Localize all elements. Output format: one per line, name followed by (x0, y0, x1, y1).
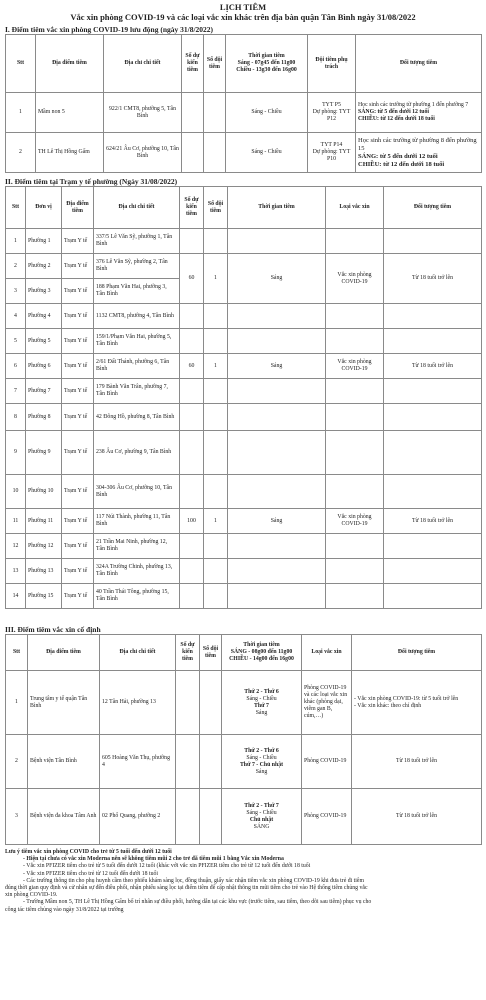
header-address: Địa chỉ chi tiết (104, 35, 182, 93)
header-target: Đối tượng tiêm (356, 35, 482, 93)
table-row: 7 Phường 7 Trạm Y tế 179 Bành Văn Trân, phường 7, Tân Bình (6, 379, 482, 404)
table-row: 10 Phường 10 Trạm Y tế 304-306 Âu Cơ, phường 10, Tân Bình (6, 475, 482, 509)
table-row: 2 Phường 2 Trạm Y tế 376 Lê Văn Sỹ, phường 2, Tân Bình 60 1 Sáng Vắc xin phòng COVID-19 Từ 18 tuổi trở lên (6, 254, 482, 279)
table-row: 1 Trung tâm y tế quận Tân Bình 12 Tân Hải, phường 13 Thứ 2 - Thứ 6 Sáng - Chiều Thứ 7 Sáng Phòng COVID-19 và các loại vắc xin khác (phòng dại, viêm gan B, cúm,…) - Vắc xin phòng COVID-19: từ 5 tuổi trở lên - Vắc xin khác: theo chỉ định (6, 671, 482, 735)
table-row: 2 TH Lê Thị Hồng Gấm 624/21 Âu Cơ, phường 10, Tân Bình Sáng - Chiều TYT P14 Dự phòng: TYT P10 Học sinh các trường từ phường 8 đến phường 15 SÁNG: từ 5 đến dưới 12 tuổi CHIỀU: từ 12 đến dưới 18 tuổi (6, 133, 482, 173)
header-team: Đội tiêm phụ trách (308, 35, 356, 93)
table-row: 1 Mầm non 5 922/1 CMT8, phường 5, Tân Bình Sáng - Chiều TYT P5 Dự phòng: TYT P12 Học sinh các trường từ phường 1 đến phường 7 SÁNG: từ 5 đến dưới 12 tuổi CHIỀU: từ 12 đến dưới 18 tuổi (6, 93, 482, 133)
table-row: 2 Bệnh viện Tân Bình 605 Hoàng Văn Thụ, phường 4 Thứ 2 - Thứ 6 Sáng - Chiều Thứ 7 - Chủ nhật Sáng Phòng COVID-19 Từ 18 tuổi trở lên (6, 735, 482, 789)
header-teams: Số đội tiêm (204, 35, 226, 93)
section1-table (5, 34, 482, 173)
header-stt: Stt (6, 35, 36, 93)
table-row: 1 Phường 1 Trạm Y tế 337/5 Lê Văn Sỹ, phường 1, Tân Bình (6, 229, 482, 254)
section3-title: III. Điểm tiêm vắc xin cố định (5, 625, 101, 634)
header-place: Địa điểm tiêm (36, 35, 104, 93)
header-time: Thời gian tiêm Sáng - 07g45 đến 11g00 Chiều - 13g30 đến 16g00 (226, 35, 308, 93)
section2-title: II. Điểm tiêm tại Trạm y tế phường (Ngày 31/08/2022) (5, 177, 178, 186)
table-row: 11 Phường 11 Trạm Y tế 117 Núi Thành, phường 11, Tân Bình 100 1 Sáng Vắc xin phòng COVID-19 Từ 18 tuổi trở lên (6, 509, 482, 534)
doc-subtitle: Vắc xin phòng COVID-19 và các loại vắc xin khác trên địa bàn quận Tân Bình ngày 31/08/2022 (70, 12, 416, 22)
notes: Lưu ý tiêm vắc xin phòng COVID cho trẻ từ 5 tuổi đến dưới 12 tuổi - Hiện tại chưa có vắc xin Moderna nên sẽ không tiêm mũi 2 cho trẻ đã tiêm mũi 1 bằng Vắc xin Moderna - Vắc xin PFIZER tiêm cho trẻ từ 5 tuổi đến dưới 12 tuổi (khác với vắc xin PFIZER tiêm cho trẻ từ 12 tuổi đến dưới 18 tuổi - Vắc xin PFIZER tiêm cho trẻ từ 12 tuổi đến dưới 18 tuổi - Các trường thông tin cho phụ huynh cầm theo phiếu khám sàng lọc, đồng thuận, giấy xác nhận tiêm vắc xin phòng COVID-19 khi đưa trẻ đi tiêm đúng thời gian quy định và cử nhân sự đến điều phối, nhận phiếu sàng lọc tại điểm tiêm để cập nhật thông tin mũi tiêm cho trẻ vào Hệ thống tiêm chủng vắc xin phòng COVID-19. - Trường Mầm non 5, TH Lê Thị Hồng Gấm bố trí nhân sự điều phối, hướng dẫn tại các khu vực (trước tiêm, sau tiêm, theo dõi sau tiêm) phục vụ cho công tác tiêm chủng vào ngày 31/8/2022 tại trường (5, 849, 372, 913)
table-row: 3 Bệnh viện đa khoa Tâm Anh 02 Phổ Quang, phường 2 Thứ 2 - Thứ 7 Sáng - Chiều Chủ nhật SÁNG Phòng COVID-19 Từ 18 tuổi trở lên (6, 789, 482, 845)
table-row: 6 Phường 6 Trạm Y tế 2/61 Đất Thánh, phường 6, Tân Bình 60 1 Sáng Vắc xin phòng COVID-19 Từ 18 tuổi trở lên (6, 354, 482, 379)
table-row: 5 Phường 5 Trạm Y tế 159/1/Phạm Văn Hai, phường 5, Tân Bình (6, 329, 482, 354)
section1-title: I. Điểm tiêm vắc xin phòng COVID-19 lưu động (ngày 31/8/2022) (5, 25, 214, 34)
table-row: 8 Phường 8 Trạm Y tế 42 Đông Hồ, phường 8, Tân Bình (6, 404, 482, 431)
doc-title: LỊCH TIÊM (219, 2, 267, 12)
table-row: 9 Phường 9 Trạm Y tế 238 Âu Cơ, phường 9, Tân Bình (6, 431, 482, 475)
header-qty: Số dự kiến tiêm (182, 35, 204, 93)
table-row: 13 Phường 13 Trạm Y tế 324A Trường Chinh, phường 13, Tân Bình (6, 559, 482, 584)
table-row: 4 Phường 4 Trạm Y tế 1132 CMT8, phường 4, Tân Bình (6, 304, 482, 329)
table-row: 14 Phường 15 Trạm Y tế 40 Trần Thái Tông, phường 15, Tân Bình (6, 584, 482, 609)
section2-table: Stt Đơn vị Địa điểm tiêm Địa chỉ chi tiết Số dự kiến tiêm Số đội tiêm Thời gian tiêm Loại vắc xin Đối tượng tiêm 1 Phường 1 Trạm Y tế 337/5 Lê Văn Sỹ, phường 1, Tân Bình 2 Phường 2 Trạm Y tế 376 Lê Văn Sỹ, phường 2, Tân Bình 60 1 Sáng Vắc xin phòng COVID-19 Từ 18 tuổi trở lên 3 Phường 3 Trạm Y tế 188 Phạm Văn Hai, phường 3, Tân Bình 4 Phường 4 Trạm Y tế 1132 CMT8, phường 4, Tân Bình 5 Phường 5 Trạm Y tế 159/1/Phạm Văn Hai, phường 5, Tân Bình 6 Phường 6 Trạm Y tế 2/61 Đất Thánh, phường 6, Tân Bình 60 1 Sáng Vắc xin phòng COVID-19 Từ 18 tuổi trở lên 7 Phường 7 Trạm Y tế 179 Bành Văn Trân, phường 7, Tân Bình 8 Phường 8 Trạm Y tế 42 Đông Hồ, phường 8, Tân Bình 9 Phường 9 Trạm Y tế 238 Âu Cơ, phường 9, Tân Bình 10 Phường 10 Trạm Y tế 304-306 Âu Cơ, phường 10, Tân Bình 11 Phường 11 Trạm Y tế 117 Núi Thành, phường 11, Tân Bình 100 1 Sáng Vắc xin phòng COVID-19 Từ 18 tuổi trở lên 12 Phường 12 Trạm Y tế 21 Trần Mai Ninh, phường 12, Tân Bình 13 Phường 13 Trạm Y tế 324A Trường Chinh, phường 13, Tân Bình 14 Phường 15 Trạm Y tế 40 Trần Thái Tông, phường 15, Tân Bình (5, 186, 482, 609)
table-row: 3 Phường 3 Trạm Y tế 188 Phạm Văn Hai, phường 3, Tân Bình (6, 279, 482, 304)
table-row: 12 Phường 12 Trạm Y tế 21 Trần Mai Ninh, phường 12, Tân Bình (6, 534, 482, 559)
section3-table: Stt Địa điểm tiêm Địa chỉ chi tiết Số dự kiến tiêm Số đội tiêm Thời gian tiêm SÁNG - 08g00 đến 11g00 CHIỀU - 14g00 đến 16g00 Loại vắc xin Đối tượng tiêm 1 Trung tâm y tế quận Tân Bình 12 Tân Hải, phường 13 Thứ 2 - Thứ 6 Sáng - Chiều Thứ 7 Sáng Phòng COVID-19 và các loại vắc xin khác (phòng dại, viêm gan B, cúm,…) - Vắc xin phòng COVID-19: từ 5 tuổi trở lên - Vắc xin khác: theo chỉ định 2 Bệnh viện Tân Bình 605 Hoàng Văn Thụ, phường 4 Thứ 2 - Thứ 6 Sáng - Chiều Thứ 7 - Chủ nhật Sáng Phòng COVID-19 Từ 18 tuổi trở lên 3 Bệnh viện đa khoa Tâm Anh 02 Phổ Quang, phường 2 Thứ 2 - Thứ 7 Sáng - Chiều Chủ nhật SÁNG Phòng COVID-19 Từ 18 tuổi trở lên (5, 634, 482, 845)
